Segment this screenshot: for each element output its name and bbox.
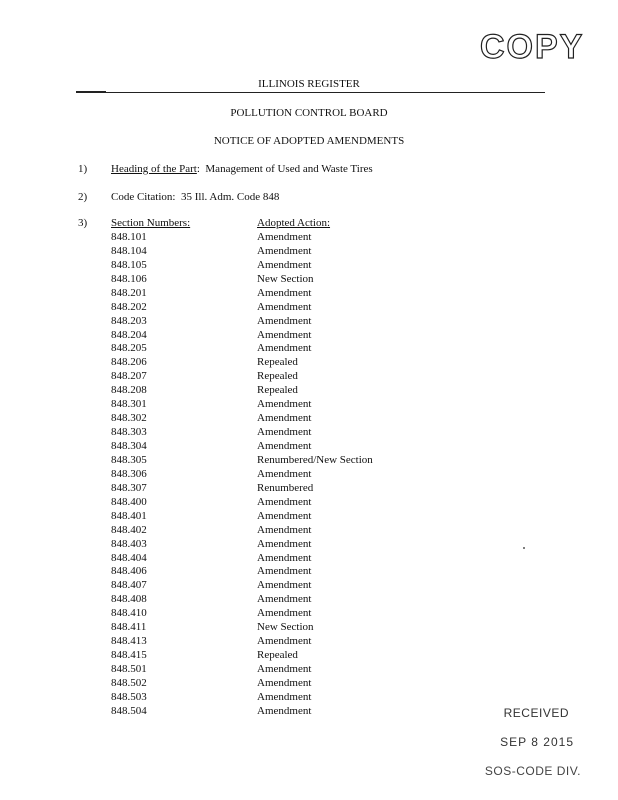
adopted-action: Renumbered	[257, 481, 314, 494]
section-table	[111, 217, 457, 719]
table-row	[111, 301, 457, 315]
adopted-action: Amendment	[257, 676, 312, 689]
table-row	[111, 593, 457, 607]
table-row	[111, 524, 457, 538]
section-number: 848.205	[111, 342, 147, 355]
section-number: 848.408	[111, 593, 147, 606]
section-number: 848.306	[111, 467, 147, 480]
received-stamp-division: SOS-CODE DIV.	[484, 764, 581, 778]
item-1	[111, 163, 373, 175]
section-number: 848.402	[111, 523, 147, 536]
adopted-action: New Section	[257, 621, 314, 634]
table-row	[111, 482, 457, 496]
section-number: 848.303	[111, 426, 147, 439]
section-number: 848.307	[111, 481, 147, 494]
adopted-action: Amendment	[257, 579, 312, 592]
section-number: 848.407	[111, 579, 147, 592]
section-number: 848.400	[111, 495, 147, 508]
adopted-action: Amendment	[257, 300, 312, 313]
table-row	[111, 496, 457, 510]
notice-title: NOTICE OF ADOPTED AMENDMENTS	[213, 135, 405, 147]
table-row	[111, 538, 457, 552]
table-row	[111, 315, 457, 329]
table-row	[111, 329, 457, 343]
adopted-action: Amendment	[257, 690, 312, 703]
item-2-label: Code Citation	[111, 191, 173, 203]
section-number: 848.203	[111, 314, 147, 327]
table-row	[111, 412, 457, 426]
section-number: 848.101	[111, 230, 147, 243]
section-number: 848.208	[111, 384, 147, 397]
adopted-action: Amendment	[257, 314, 312, 327]
section-number: 848.304	[111, 440, 147, 452]
adopted-action: Repealed	[257, 649, 298, 662]
table-row	[111, 677, 457, 691]
table-row	[111, 398, 457, 412]
adopted-action: Repealed	[257, 356, 298, 369]
item-2	[111, 191, 279, 203]
table-body	[111, 231, 457, 719]
adopted-action: Amendment	[257, 412, 312, 425]
section-number: 848.201	[111, 286, 147, 299]
table-row	[111, 663, 457, 677]
section-number: 848.403	[111, 537, 147, 550]
table-row	[111, 287, 457, 301]
table-row	[111, 231, 457, 245]
table-row	[111, 356, 457, 370]
table-row	[111, 370, 457, 384]
table-row	[111, 245, 457, 259]
table-row	[111, 454, 457, 468]
adopted-action: Renumbered/New Section	[257, 453, 373, 466]
table-row	[111, 635, 457, 649]
table-row	[111, 273, 457, 287]
table-row	[111, 691, 457, 705]
adopted-action: Amendment	[257, 551, 312, 564]
adopted-action: Amendment	[257, 635, 312, 648]
section-number: 848.404	[111, 551, 147, 564]
table-row	[111, 342, 457, 356]
table-row	[111, 565, 457, 579]
section-number: 848.104	[111, 244, 147, 257]
section-number: 848.206	[111, 356, 147, 369]
section-number: 848.502	[111, 676, 147, 689]
item-1-value: Management of Used and Waste Tires	[205, 163, 373, 175]
item-3-number: 3)	[78, 217, 88, 229]
section-number: 848.202	[111, 300, 147, 313]
table-row	[111, 510, 457, 524]
item-1-colon: :	[196, 163, 206, 175]
section-number: 848.503	[111, 690, 147, 703]
adopted-action-header: Adopted Action:	[257, 217, 331, 229]
section-number: 848.406	[111, 565, 147, 578]
adopted-action: Amendment	[257, 467, 312, 480]
table-row	[111, 259, 457, 273]
adopted-action: Amendment	[257, 230, 312, 243]
adopted-action: Amendment	[257, 607, 312, 620]
table-row	[111, 440, 457, 454]
adopted-action: Amendment	[257, 565, 312, 578]
item-1-label: Heading of the Part	[111, 163, 197, 175]
section-number: 848.207	[111, 370, 147, 383]
register-title: ILLINOIS REGISTER	[258, 78, 360, 90]
section-number: 848.411	[111, 621, 147, 634]
section-number: 848.305	[111, 453, 147, 466]
adopted-action: Amendment	[257, 426, 312, 439]
adopted-action: Amendment	[257, 523, 312, 536]
item-1-number: 1)	[78, 163, 88, 175]
table-header-row	[111, 217, 457, 231]
table-row	[111, 579, 457, 593]
table-row	[111, 468, 457, 482]
table-row	[111, 607, 457, 621]
section-number: 848.401	[111, 509, 147, 522]
section-number: 848.106	[111, 272, 147, 285]
section-number: 848.410	[111, 607, 147, 620]
adopted-action: Amendment	[257, 704, 312, 717]
table-row	[111, 649, 457, 663]
adopted-action: Repealed	[257, 384, 298, 397]
table-row	[111, 552, 457, 566]
header-rule	[76, 92, 545, 93]
adopted-action: Amendment	[257, 258, 312, 271]
adopted-action: Amendment	[257, 286, 312, 299]
section-number: 848.413	[111, 635, 147, 648]
section-number: 848.301	[111, 398, 147, 411]
table-row	[111, 384, 457, 398]
received-stamp-label: RECEIVED	[503, 706, 569, 720]
adopted-action: Amendment	[257, 509, 312, 522]
adopted-action: Amendment	[257, 398, 312, 411]
speck-mark	[523, 547, 525, 549]
copy-stamp: COPY	[480, 28, 585, 66]
item-2-value: 35 Ill. Adm. Code 848	[180, 191, 280, 203]
section-number: 848.302	[111, 412, 147, 425]
adopted-action: Amendment	[257, 537, 312, 550]
item-2-colon: :	[172, 191, 181, 203]
adopted-action: Amendment	[257, 663, 312, 675]
section-number: 848.105	[111, 258, 147, 271]
adopted-action: Amendment	[257, 495, 312, 508]
adopted-action: Amendment	[257, 342, 312, 355]
table-row	[111, 705, 457, 719]
received-stamp-date: SEP 8 2015	[500, 735, 574, 749]
section-number: 848.415	[111, 649, 147, 662]
adopted-action: Repealed	[257, 370, 298, 383]
adopted-action: Amendment	[257, 328, 312, 341]
section-number: 848.204	[111, 328, 147, 341]
adopted-action: Amendment	[257, 593, 312, 606]
section-number: 848.504	[111, 704, 147, 717]
adopted-action: Amendment	[257, 244, 312, 257]
item-2-number: 2)	[78, 191, 88, 203]
section-number: 848.501	[111, 663, 147, 675]
adopted-action: Amendment	[257, 440, 312, 452]
adopted-action: New Section	[257, 272, 314, 285]
table-row	[111, 426, 457, 440]
section-numbers-header: Section Numbers:	[111, 217, 191, 229]
table-row	[111, 621, 457, 635]
board-name: POLLUTION CONTROL BOARD	[230, 107, 388, 119]
